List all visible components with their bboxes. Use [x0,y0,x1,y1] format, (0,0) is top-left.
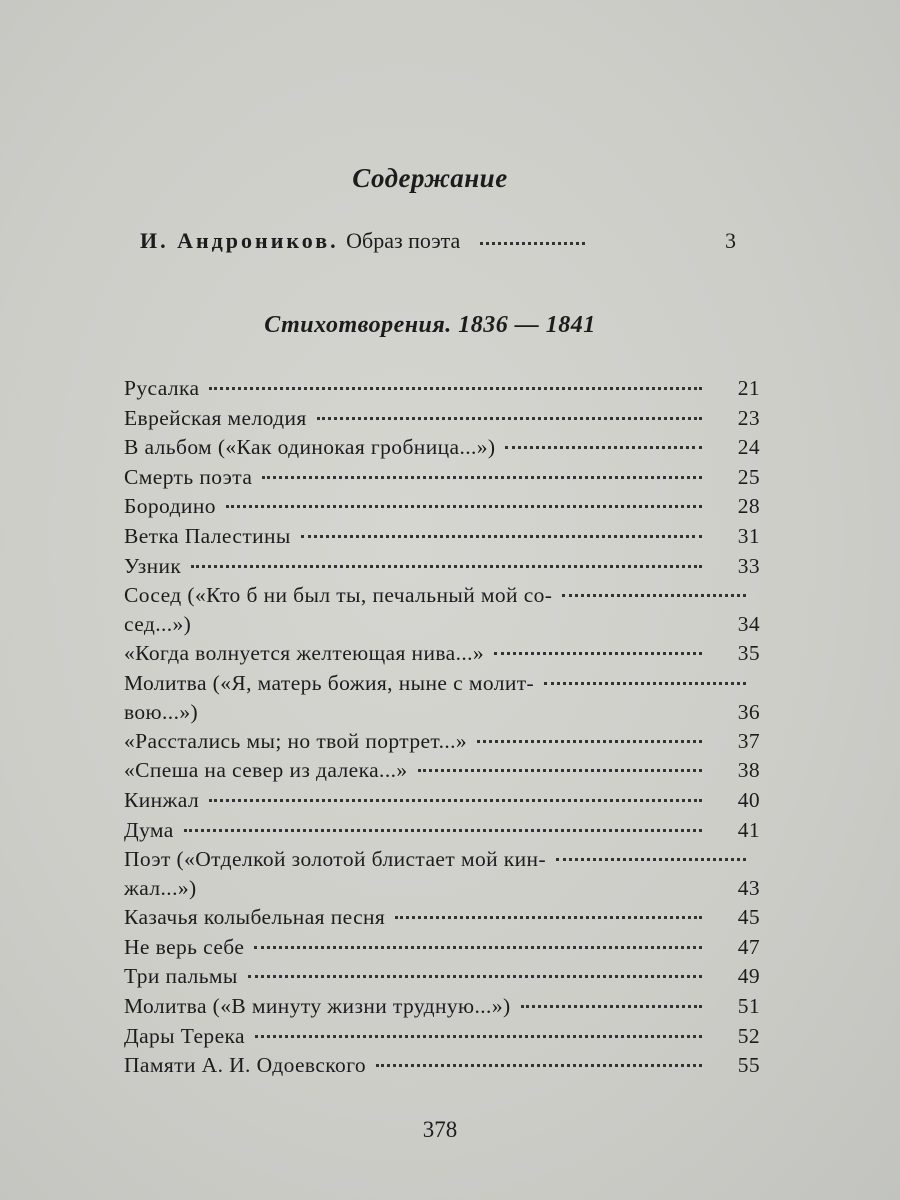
toc-entry [124,935,760,965]
toc-entry-page: 25 [737,464,760,489]
toc-entry-title: «Расстались мы; но твой портрет...» [124,728,468,753]
dot-leader [505,446,702,449]
dot-leader [226,505,702,508]
dot-leader [209,387,702,390]
toc-entry [124,905,760,935]
toc-entry-page: 28 [737,494,760,519]
toc-entry-title: Три пальмы [124,964,238,989]
toc-entry [124,583,760,641]
toc-entry-title: В альбом («Как одинокая гробница...») [124,435,496,460]
toc-entry-page: 47 [737,934,760,959]
toc-entry-title-continued: вою...») [124,699,199,724]
toc-entry [124,465,760,495]
section-title: Стихотворения. 1836 — 1841 [264,312,596,338]
toc-entry-title-continued: сед...») [124,612,192,637]
toc-entry [124,406,760,436]
toc-entry-title: Ветка Палестины [124,523,291,548]
dot-leader [317,417,702,420]
toc-entry-page: 21 [737,376,760,400]
toc-entry [124,376,760,406]
toc-entry-title: Сосед («Кто б ни был ты, печальный мой со- [124,583,553,608]
dot-leader [556,858,746,861]
toc-entry-page: 33 [737,553,760,578]
toc-entry-page: 31 [737,523,760,548]
toc-entry-title: Не верь себе [124,934,245,959]
dot-leader [209,799,702,802]
toc-entry-page: 35 [737,641,760,666]
toc-entry-page: 43 [737,876,760,901]
toc-entry [124,435,760,465]
dot-leader [248,975,702,978]
toc-entry [124,641,760,671]
toc-entry-title: Кинжал [124,787,200,812]
toc-entry-page: 38 [737,758,760,783]
toc-entry-page: 40 [737,787,760,812]
toc-entry-page: 34 [737,612,760,637]
toc-entry-title: Памяти А. И. Одоевского [124,1053,367,1078]
toc-entry-page: 37 [737,728,760,753]
dot-leader [254,946,702,949]
toc-entry-title: Дума [124,817,174,842]
page-number: 378 [422,1117,458,1142]
toc-entry-page: 24 [737,435,760,460]
toc-entry [124,1053,760,1083]
toc-entry-title: Поэт («Отделкой золотой блистает мой кин- [124,847,547,872]
toc-entry-title: Дары Терека [124,1023,245,1048]
toc-entry-page: 23 [737,405,760,430]
toc-entry-title: Еврейская мелодия [124,405,307,430]
toc-entry-title: «Когда волнуется желтеющая нива...» [124,641,485,666]
dot-leader [418,769,702,772]
toc-entry [124,494,760,524]
dot-leader [301,535,702,538]
toc-entry-title: Бородино [124,494,216,519]
toc-entry-page: 52 [737,1023,760,1048]
intro-title: Образ поэта [346,228,461,253]
dot-leader [255,1035,702,1038]
toc-entry [124,847,760,905]
toc-entry-page: 41 [737,817,760,842]
toc-entry-title: Узник [124,553,182,578]
dot-leader [494,652,702,655]
intro-page-number: 3 [725,228,736,253]
contents-heading: Содержание [352,163,508,193]
toc-list [124,376,760,1083]
toc-entry [124,994,760,1024]
dot-leader [262,476,702,479]
dot-leader [376,1064,702,1067]
toc-entry [124,818,760,848]
dot-leader [184,829,702,832]
dot-leader [521,1005,702,1008]
toc-entry [124,788,760,818]
dot-leader [544,682,746,685]
toc-entry-page: 51 [737,993,760,1018]
toc-entry [124,554,760,584]
toc-entry [124,964,760,994]
toc-entry-title: «Спеша на север из далека...» [124,758,408,783]
intro-author: И. Андроников. [140,228,339,253]
toc-entry-page: 49 [737,964,760,989]
toc-entry-page: 55 [737,1053,760,1078]
dot-leader [480,242,585,245]
dot-leader [562,594,746,597]
toc-entry-title: Смерть поэта [124,464,253,489]
toc-entry-title: Казачья колыбельная песня [124,905,386,930]
toc-entry [124,758,760,788]
dot-leader [395,916,702,919]
toc-entry-title: Молитва («В минуту жизни трудную...») [124,993,511,1018]
toc-entry-title: Русалка [124,376,200,400]
toc-entry-title-continued: жал...») [124,876,197,901]
toc-entry [124,1024,760,1054]
toc-entry [124,524,760,554]
toc-entry-title: Молитва («Я, матерь божия, ныне с молит- [124,670,535,695]
intro-entry [140,228,736,260]
dot-leader [477,740,702,743]
toc-entry-page: 36 [737,699,760,724]
toc-entry-page: 45 [737,905,760,930]
toc-entry [124,671,760,729]
toc-entry [124,729,760,759]
dot-leader [191,565,702,568]
